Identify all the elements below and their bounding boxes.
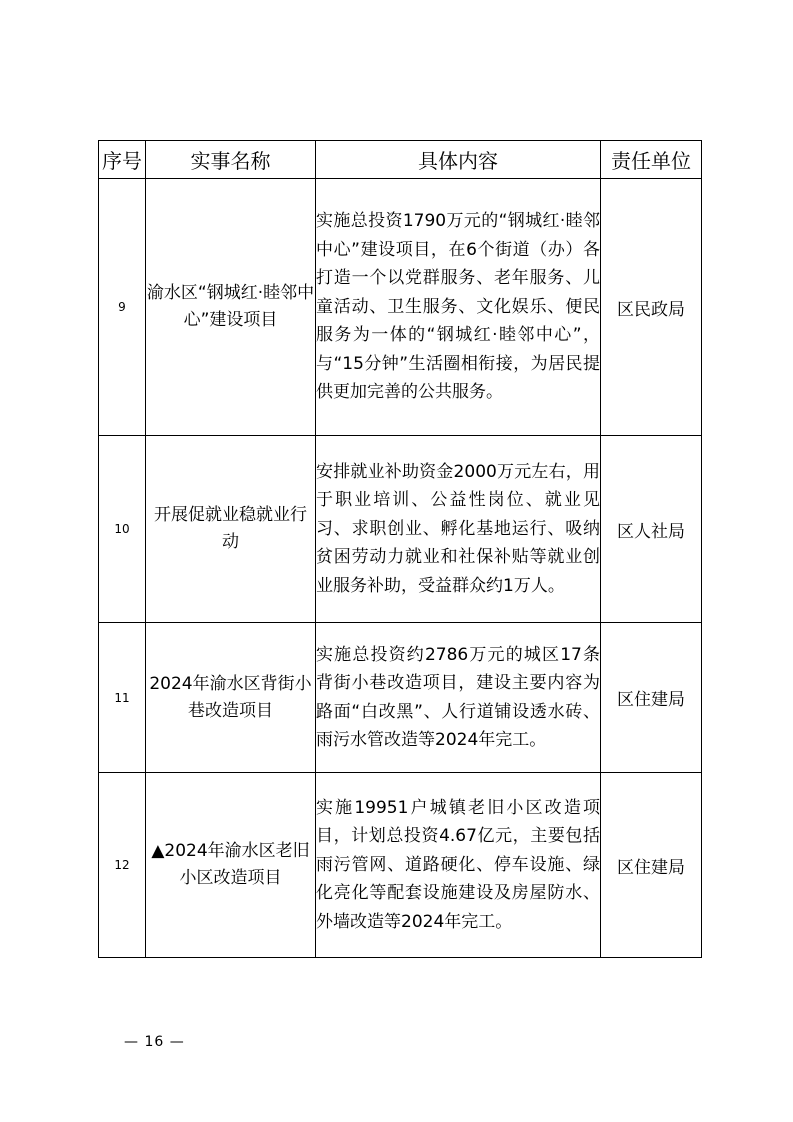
header-content: 具体内容 bbox=[316, 141, 601, 179]
row-seq: 9 bbox=[99, 179, 146, 436]
row-seq: 12 bbox=[99, 773, 146, 958]
row-project-name: ▲2024年渝水区老旧小区改造项目 bbox=[146, 773, 316, 958]
table-row bbox=[99, 623, 702, 773]
table-row bbox=[99, 436, 702, 623]
header-seq: 序号 bbox=[99, 141, 146, 179]
row-responsible-unit: 区住建局 bbox=[601, 623, 702, 773]
table-row bbox=[99, 773, 702, 958]
row-responsible-unit: 区人社局 bbox=[601, 436, 702, 623]
row-content: 实施总投资约2786万元的城区17条背街小巷改造项目，建设主要内容为路面“白改黑”、人行道铺设透水砖、雨污水管改造等2024年完工。 bbox=[316, 623, 601, 773]
row-project-name: 渝水区“钢城红·睦邻中心”建设项目 bbox=[146, 179, 316, 436]
header-unit: 责任单位 bbox=[601, 141, 702, 179]
projects-table bbox=[98, 140, 702, 958]
page-number: — 16 — bbox=[124, 1034, 185, 1050]
row-content: 实施总投资1790万元的“钢城红·睦邻中心”建设项目，在6个街道（办）各打造一个以党群服务、老年服务、儿童活动、卫生服务、文化娱乐、便民服务为一体的“钢城红·睦邻中心”，与“15分钟”生活圈相衔接，为居民提供更加完善的公共服务。 bbox=[316, 179, 601, 436]
row-content: 实施19951户城镇老旧小区改造项目，计划总投资4.67亿元，主要包括雨污管网、道路硬化、停车设施、绿化亮化等配套设施建设及房屋防水、外墙改造等2024年完工。 bbox=[316, 773, 601, 958]
header-name: 实事名称 bbox=[146, 141, 316, 179]
row-seq: 10 bbox=[99, 436, 146, 623]
table-row bbox=[99, 179, 702, 436]
row-project-name: 开展促就业稳就业行动 bbox=[146, 436, 316, 623]
row-responsible-unit: 区住建局 bbox=[601, 773, 702, 958]
table-header-row bbox=[99, 141, 702, 179]
row-project-name: 2024年渝水区背街小巷改造项目 bbox=[146, 623, 316, 773]
row-seq: 11 bbox=[99, 623, 146, 773]
row-content: 安排就业补助资金2000万元左右，用于职业培训、公益性岗位、就业见习、求职创业、孵化基地运行、吸纳贫困劳动力就业和社保补贴等就业创业服务补助，受益群众约1万人。 bbox=[316, 436, 601, 623]
row-responsible-unit: 区民政局 bbox=[601, 179, 702, 436]
